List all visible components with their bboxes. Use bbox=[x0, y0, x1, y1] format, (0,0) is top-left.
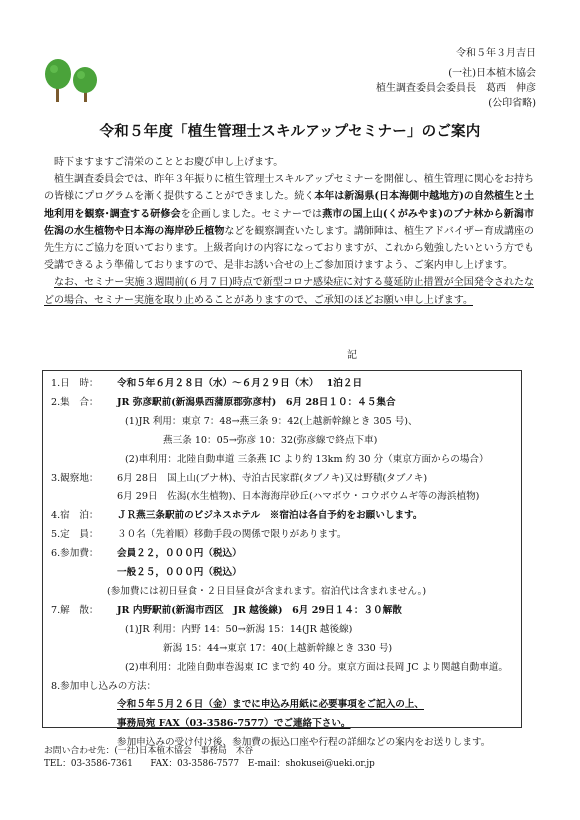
contact-details: TEL：03-3586-7361 FAX：03-3586-7577 E-mail：shokusei@ueki.or.jp bbox=[44, 759, 375, 769]
contact-footer bbox=[44, 745, 375, 771]
detail-value: 事務局宛 FAX（03-3586-7577）でご連絡下さい。 bbox=[117, 718, 351, 730]
detail-label: 7.解 散： bbox=[51, 604, 99, 616]
detail-row-fax bbox=[51, 715, 513, 734]
detail-label: 1.日 時： bbox=[51, 378, 99, 389]
detail-row-jr-access-2 bbox=[51, 432, 513, 451]
trees-logo-icon bbox=[44, 58, 106, 104]
detail-row-capacity bbox=[51, 526, 513, 545]
detail-row-meeting bbox=[51, 394, 513, 413]
details-box bbox=[42, 370, 522, 749]
detail-label: 3.観察地： bbox=[51, 472, 99, 484]
detail-label: 6.参加費： bbox=[51, 548, 99, 560]
intro-bold-2: 燕市の国上山(くがみやま)のブナ林から新潟市佐潟の水生植物や日本海の海岸砂丘植物 bbox=[44, 208, 535, 237]
detail-value: (2)車利用：北陸自動車道 三条燕 IC より約 13km 約 30 分（東京方面からの場合） bbox=[125, 453, 489, 465]
detail-value: 新潟 15：44→東京 17：40(上越新幹線とき 330 号) bbox=[163, 642, 393, 654]
detail-row-fee-general bbox=[51, 564, 513, 583]
ki-heading: 記 bbox=[347, 350, 357, 361]
detail-row-dismissal bbox=[51, 602, 513, 621]
detail-value: (1)JR 利用：内野 14：50→新潟 15：14(JR 越後線) bbox=[125, 623, 353, 635]
document-title: 令和５年度「植生管理士スキルアップセミナー」のご案内 bbox=[99, 124, 481, 140]
contact-line: お問い合わせ先：(一社)日本植木協会 事務局 木谷 bbox=[44, 746, 254, 756]
detail-row-jr-access bbox=[51, 413, 513, 432]
detail-row-fee bbox=[51, 545, 513, 564]
detail-label: 4.宿 泊： bbox=[51, 510, 99, 522]
detail-value: (参加費には初日昼食・２日目昼食が含まれます。宿泊代は含まれません。) bbox=[107, 585, 427, 597]
detail-value: 6月 29日 佐潟(水生植物)、日本海海岸砂丘(ハマボウ・コウボウムギ等の海浜植物) bbox=[117, 491, 480, 503]
detail-label: 5.定 員： bbox=[51, 529, 99, 541]
sender-block bbox=[376, 66, 536, 111]
detail-value: 一般２５，０００円（税込） bbox=[117, 567, 242, 579]
detail-label: 2.集 合： bbox=[51, 396, 99, 408]
detail-value: 参加申込みの受け付け後、参加費の振込口座や行程の詳細などの案内をお送りします。 bbox=[117, 737, 491, 749]
detail-value: 6月 28日 国上山(ブナ林)、寺泊古民家群(タブノキ)又は野積(タブノキ) bbox=[117, 472, 428, 484]
detail-row-lodging bbox=[51, 507, 513, 526]
detail-row-return-jr bbox=[51, 621, 513, 640]
detail-value: ＪＲ燕三条駅前のビジネスホテル ※宿泊は各自予約をお願いします。 bbox=[117, 510, 423, 522]
detail-row-datetime bbox=[51, 375, 513, 394]
detail-value: JR 弥彦駅前(新潟県西蒲原郡弥彦村) 6月 28日１０：４５集合 bbox=[117, 396, 396, 408]
detail-value: (2)車利用：北陸自動車巻潟東 IC まで約 40 分。東京方面は長岡 JC より関越自動車道。 bbox=[125, 661, 509, 673]
detail-value: ３０名（先着順）移動手段の関係で限りがあります。 bbox=[117, 529, 347, 541]
sender-name: 植生調査委員会委員長 葛西 伸彦 bbox=[376, 83, 536, 94]
detail-value: 燕三条 10：05→弥彦 10：32(弥彦線で終点下車) bbox=[163, 434, 378, 446]
intro-text-2: を企画しました。セミナーでは bbox=[180, 208, 323, 220]
intro-text-3: などを観察調査いたします。講師陣は、植生アドバイザー育成講座の先生方にご協力を頂いております。上級者向けの内容になっておりますが、これから勉強したいという方でも受講できるよう準備しておりますので、是非お誘い合せの上ご参加頂けますよう、ご案内申し上げます。 bbox=[44, 225, 534, 272]
detail-row-deadline bbox=[51, 696, 513, 715]
detail-value: 会員２２，０００円（税込） bbox=[117, 548, 242, 560]
detail-value: (1)JR 利用：東京 7：48→燕三条 9：42(上越新幹線とき 305 号)、 bbox=[125, 415, 418, 427]
detail-value: JR 内野駅前(新潟市西区 JR 越後線) 6月 29日１４：３０解散 bbox=[117, 604, 402, 616]
document-date: 令和５年３月吉日 bbox=[456, 48, 536, 59]
detail-label: 8.参加申し込みの方法： bbox=[51, 680, 157, 692]
detail-row-application bbox=[51, 678, 513, 697]
intro-bold-1: 本年は新潟県(日本海側中越地方)の自然植生と土地利用を観察･調査する研修会 bbox=[44, 191, 534, 220]
letter-body bbox=[44, 154, 534, 309]
sender-org: (一社)日本植木協会 bbox=[448, 68, 536, 79]
detail-row-car-access bbox=[51, 451, 513, 470]
detail-value: 令和５年６月２８日（水）～６月２９日（木） 1泊２日 bbox=[117, 378, 363, 389]
detail-row-sites bbox=[51, 470, 513, 489]
detail-row-return-jr-2 bbox=[51, 640, 513, 659]
intro-paragraph bbox=[44, 171, 534, 274]
detail-row-return-car bbox=[51, 659, 513, 678]
intro-text-1: 植生調査委員会では、昨年３年振りに植生管理士スキルアップセミナーを開催し、植生管理に関心をお持ちの皆様にプログラムを漸く提供することができました。続く bbox=[44, 174, 534, 203]
detail-row-fee-note bbox=[51, 583, 513, 602]
notice-paragraph: なお、セミナー実施３週間前(６月７日)時点で新型コロナ感染症に対する蔓延防止措置が全国発令されたなどの場合、セミナー実施を取り止めることがありますので、ご承知のほどお願い申し上げます。 bbox=[44, 277, 534, 306]
detail-value: 令和５年５月２６日（金）までに申込み用紙に必要事項をご記入の上、 bbox=[117, 699, 424, 711]
detail-row-sites-2 bbox=[51, 488, 513, 507]
seal-note: (公印省略) bbox=[488, 98, 536, 109]
greeting: 時下ますますご清栄のこととお慶び申し上げます。 bbox=[54, 157, 284, 168]
